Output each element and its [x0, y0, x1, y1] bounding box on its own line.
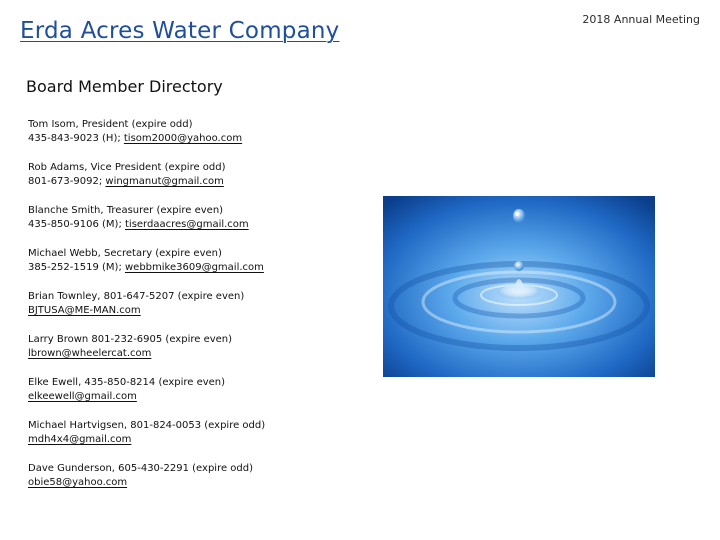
email-link[interactable]: tiserdaacres@gmail.com [125, 219, 249, 230]
water-drop-image [383, 196, 655, 377]
member-name-line: Tom Isom, President (expire odd) [28, 119, 193, 130]
member-phone: 435-843-9023 (H); [28, 133, 124, 144]
member-phone: 435-850-9106 (M); [28, 219, 125, 230]
email-link[interactable]: BJTUSA@ME-MAN.com [28, 305, 141, 316]
member-entry-isom [28, 118, 328, 146]
email-link[interactable]: tisom2000@yahoo.com [123, 133, 243, 144]
member-entry-brown [28, 333, 328, 361]
member-name-line: Michael Webb, Secretary (expire even) [28, 248, 222, 259]
member-name-line: Larry Brown 801-232-6905 (expire even) [28, 334, 233, 345]
member-phone: 801-673-9092; [28, 176, 106, 187]
member-contact-line [28, 261, 328, 275]
company-title: Erda Acres Water Company [20, 18, 340, 44]
email-link[interactable]: lbrown@wheelercat.com [28, 348, 152, 359]
member-contact-line [28, 433, 328, 447]
member-name-line: Blanche Smith, Treasurer (expire even) [28, 205, 224, 216]
member-phone: 385-252-1519 (M); [28, 262, 125, 273]
member-contact-line [28, 304, 328, 318]
member-contact-line [28, 132, 328, 146]
member-entry-adams [28, 161, 328, 189]
meeting-label: 2018 Annual Meeting [582, 13, 700, 26]
member-list [28, 118, 328, 505]
member-name-line: Dave Gunderson, 605-430-2291 (expire odd) [28, 463, 254, 474]
member-name-line: Elke Ewell, 435-850-8214 (expire even) [28, 377, 226, 388]
member-entry-webb [28, 247, 328, 275]
email-link[interactable]: wingmanut@gmail.com [105, 176, 224, 187]
member-name-line: Brian Townley, 801-647-5207 (expire even) [28, 291, 245, 302]
member-contact-line [28, 390, 328, 404]
email-link[interactable]: elkeewell@gmail.com [28, 391, 137, 402]
email-link[interactable]: mdh4x4@gmail.com [28, 434, 132, 445]
member-contact-line [28, 218, 328, 232]
email-link[interactable]: obie58@yahoo.com [28, 477, 128, 488]
member-contact-line [28, 175, 328, 189]
member-entry-townley [28, 290, 328, 318]
member-contact-line [28, 347, 328, 361]
email-link[interactable]: webbmike3609@gmail.com [125, 262, 264, 273]
member-name-line: Michael Hartvigsen, 801-824-0053 (expire odd) [28, 420, 266, 431]
member-entry-smith [28, 204, 328, 232]
member-contact-line [28, 476, 328, 490]
member-entry-gunderson [28, 462, 328, 490]
member-name-line: Rob Adams, Vice President (expire odd) [28, 162, 226, 173]
directory-heading: Board Member Directory [26, 77, 223, 96]
member-entry-hartvigsen [28, 419, 328, 447]
member-entry-ewell [28, 376, 328, 404]
